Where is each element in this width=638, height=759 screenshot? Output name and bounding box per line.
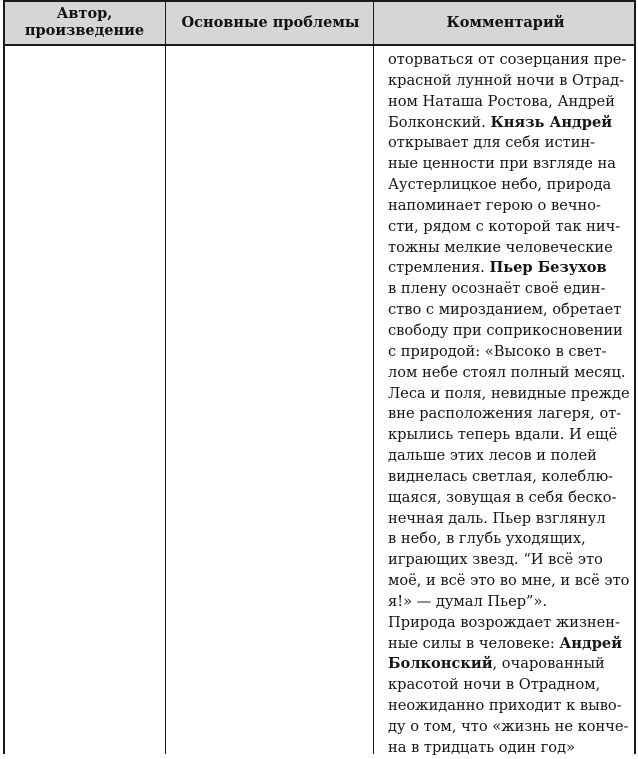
comment-text-segment: на в тридцать один год» — [388, 738, 576, 756]
comment-text-segment: красотой ночи в Отрадном, — [388, 676, 601, 694]
comment-line — [388, 238, 634, 259]
comment-text-segment: Болконский. — [388, 113, 491, 131]
comment-text-segment: виднелась светлая, колеблю- — [388, 467, 614, 485]
comment-text-segment: щаяся, зовущая в себя беско- — [388, 488, 617, 506]
comment-text-segment: Леса и поля, невидные прежде — [388, 384, 630, 402]
comment-line — [388, 634, 634, 655]
comment-text-segment: напоминает герою о вечно- — [388, 196, 601, 214]
comment-line — [388, 571, 634, 592]
comment-text-segment: в плену осознаёт своё един- — [388, 280, 606, 298]
header-author-line-2: произведение — [24, 22, 145, 39]
comment-text-segment: Аустерлицкое небо, природа — [388, 176, 612, 194]
table-left-border — [3, 0, 5, 754]
comment-line — [388, 550, 634, 571]
comment-text-segment: свободу при соприкосновении — [388, 321, 623, 339]
comment-text-segment: , очарованный — [492, 655, 605, 673]
comment-line — [388, 363, 634, 384]
comment-text-segment: моё, и всё это во мне, и всё это — [388, 572, 630, 590]
comment-line — [388, 717, 634, 738]
bold-name-text: Андрей — [559, 634, 623, 652]
comment-line — [388, 217, 634, 238]
comment-line — [388, 154, 634, 175]
comment-cell-text — [388, 50, 634, 759]
comment-text-segment: оторваться от созерцания пре- — [388, 51, 627, 68]
comment-text-segment: стремления. — [388, 259, 490, 277]
comment-line — [388, 592, 634, 613]
header-author-line-1: Автор, — [56, 5, 113, 22]
comment-line — [388, 342, 634, 363]
comment-line — [388, 425, 634, 446]
comment-text-segment: крылись теперь вдали. И ещё — [388, 426, 618, 444]
comment-text-segment: красной лунной ночи в Отрад- — [388, 71, 625, 89]
comment-line — [388, 488, 634, 509]
comment-line — [388, 613, 634, 634]
comment-text-segment: ные силы в человеке: — [388, 634, 560, 652]
table-top-border — [3, 0, 636, 2]
comment-line — [388, 446, 634, 467]
comment-line — [388, 509, 634, 530]
comment-line — [388, 71, 634, 92]
comment-text-segment: ные ценности при взгляде на — [388, 155, 616, 173]
comment-text-segment: ство с мирозданием, обретает — [388, 301, 622, 319]
comment-line — [388, 300, 634, 321]
column-divider-1 — [165, 0, 166, 754]
comment-text-segment: играющих звезд. “И всё это — [388, 551, 603, 569]
table-right-border — [634, 0, 636, 754]
comment-text-segment: сти, рядом с которой так нич- — [388, 217, 621, 235]
header-comment: Комментарий — [446, 13, 565, 31]
comment-text-segment: я!» — думал Пьер”». — [388, 592, 548, 610]
comment-text-segment: дальше этих лесов и полей — [388, 447, 597, 465]
comment-line — [388, 133, 634, 154]
comment-line — [388, 92, 634, 113]
comment-line — [388, 258, 634, 279]
header-main-problems: Основные проблемы — [181, 13, 360, 31]
bold-name-text: Пьер Безухов — [489, 259, 607, 277]
comment-line — [388, 321, 634, 342]
comment-line — [388, 279, 634, 300]
comment-line — [388, 404, 634, 425]
comment-line — [388, 113, 634, 134]
column-divider-2 — [373, 0, 374, 754]
comment-line — [388, 50, 634, 71]
comment-text-segment: ном Наташа Ростова, Андрей — [388, 92, 615, 110]
comment-line — [388, 696, 634, 717]
bold-name-text: Болконский — [388, 655, 493, 673]
comment-line — [388, 738, 634, 759]
comment-text-segment: Природа возрождает жизнен- — [388, 613, 620, 631]
header-author-work — [3, 0, 166, 44]
comment-line — [388, 175, 634, 196]
bold-name-text: Князь Андрей — [490, 113, 613, 131]
comment-text-segment: с природой: «Высоко в свет- — [388, 342, 607, 360]
comment-text-segment: лом небе стоял полный месяц. — [388, 363, 626, 381]
comment-text-segment: вне расположения лагеря, от- — [388, 405, 622, 423]
comment-text-segment: неожиданно приходит к выво- — [388, 697, 622, 715]
comment-line — [388, 654, 634, 675]
comment-line — [388, 384, 634, 405]
comment-line — [388, 196, 634, 217]
comment-line — [388, 467, 634, 488]
comment-text-segment: ду о том, что «жизнь не конче- — [388, 718, 629, 735]
comment-text-segment: в небо, в глубь уходящих, — [388, 530, 586, 548]
comment-text-segment: открывает для себя истин- — [388, 134, 596, 152]
comment-text-segment: тожны мелкие человеческие — [388, 238, 613, 256]
comment-line — [388, 675, 634, 696]
comment-line — [388, 529, 634, 550]
header-bottom-border — [3, 44, 636, 46]
comment-text-segment: нечная даль. Пьер взглянул — [388, 509, 606, 527]
